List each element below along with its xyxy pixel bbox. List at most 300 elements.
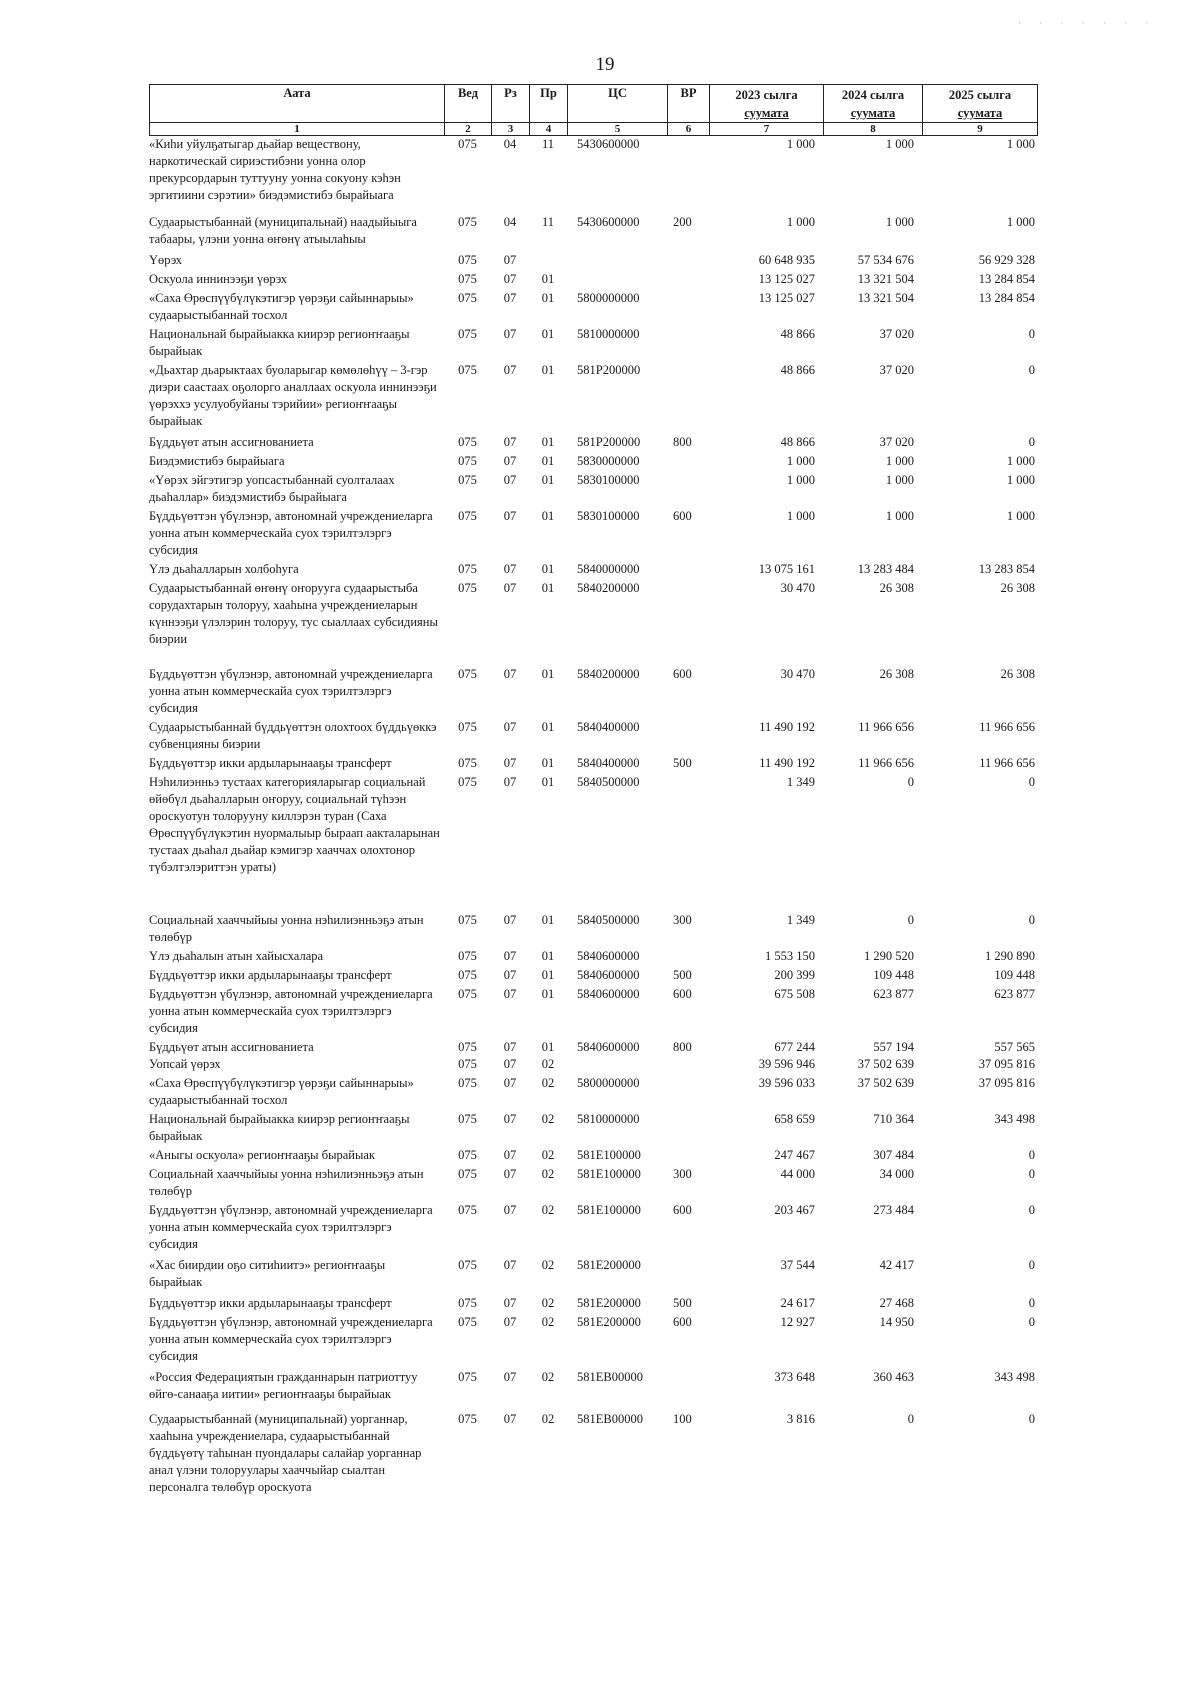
- row-value-2025: 37 095 816: [978, 1076, 1035, 1090]
- row-name: Судаарыстыбаннай (муниципальнай) уорганнар, хааһына учреждениелара, судаарыстыбаннай бүддьүөтү таһынан пуондалары салайар уорганнар анал үлэни толоруулары хааччыйар сыалтан персоналга төлөбүр ороскуота: [149, 1412, 422, 1494]
- row-vr: 500: [673, 1296, 692, 1310]
- row-value-2023: 13 125 027: [758, 272, 815, 286]
- row-rz: 07: [503, 363, 517, 377]
- row-value-2023: 24 617: [780, 1296, 815, 1310]
- row-pr: 01: [541, 968, 555, 982]
- row-value-2024: 13 321 504: [857, 291, 914, 305]
- table-row: [149, 912, 1037, 946]
- row-value-2024: 0: [907, 1412, 914, 1426]
- row-value-2025: 0: [1028, 913, 1035, 927]
- row-value-2024: 1 000: [885, 215, 914, 229]
- row-value-2023: 658 659: [774, 1112, 815, 1126]
- row-rz: 07: [503, 435, 517, 449]
- row-ved: 075: [458, 215, 477, 229]
- row-cs: [567, 271, 667, 288]
- row-value-2023: 13 125 027: [758, 291, 815, 305]
- row-pr: 01: [541, 291, 555, 305]
- row-cs: 5830000000: [577, 454, 640, 468]
- row-value-2024: 1 290 520: [864, 949, 914, 963]
- table-row: [149, 1056, 1037, 1073]
- row-value-2023: 13 075 161: [758, 562, 815, 576]
- row-pr: 01: [541, 562, 555, 576]
- col-header-cs: ЦС: [568, 85, 668, 123]
- row-rz: 07: [503, 913, 517, 927]
- row-name: Национальнай бырайыакка киирэр региоҥҥааҕы бырайыак: [149, 327, 410, 358]
- table-row: [149, 326, 1037, 360]
- row-ved: 075: [458, 987, 477, 1001]
- row-pr: 01: [541, 667, 555, 681]
- row-cs: [567, 252, 667, 269]
- row-name: Социальнай хааччыйыы уонна нэһилиэнньэҕэ атын төлөбүр: [149, 913, 424, 944]
- row-cs: 5430600000: [577, 215, 640, 229]
- table-row: [149, 1166, 1037, 1200]
- row-vr: [667, 719, 709, 753]
- table-row: [149, 1314, 1037, 1365]
- row-value-2025: 0: [1028, 1148, 1035, 1162]
- row-rz: 07: [503, 253, 517, 267]
- row-value-2023: 203 467: [774, 1203, 815, 1217]
- row-rz: 07: [503, 1040, 517, 1054]
- row-value-2024: 11 966 656: [858, 756, 914, 770]
- row-name: Бүддьүөттэн үбүлэнэр, автономнай учреждениеларга уонна атын коммерческайа суох тэрилтэлэргэ субсидия: [149, 1315, 433, 1363]
- year-2025-sub: суумата: [957, 106, 1003, 120]
- year-2025-label: 2025 сылга: [948, 88, 1012, 102]
- row-rz: 07: [503, 1258, 517, 1272]
- row-value-2025: 13 283 854: [978, 562, 1035, 576]
- row-value-2024: 34 000: [879, 1167, 914, 1181]
- year-2024-label: 2024 сылга: [841, 88, 905, 102]
- table-row: [149, 986, 1037, 1037]
- row-cs: [567, 1056, 667, 1073]
- row-value-2023: 30 470: [780, 581, 815, 595]
- row-name: Үөрэх: [149, 253, 182, 267]
- row-ved: 075: [458, 1258, 477, 1272]
- row-pr: 01: [541, 509, 555, 523]
- row-vr: [667, 271, 709, 288]
- row-pr: 02: [541, 1315, 555, 1329]
- table-row: [149, 1257, 1037, 1291]
- col-number-8: 8: [824, 123, 923, 136]
- col-number-7: 7: [710, 123, 824, 136]
- row-value-2024: 273 484: [873, 1203, 914, 1217]
- row-vr: [667, 1369, 709, 1403]
- row-ved: 075: [458, 435, 477, 449]
- row-vr: 800: [673, 1040, 692, 1054]
- table-row: [149, 1411, 1037, 1496]
- row-ved: 075: [458, 137, 477, 151]
- col-header-2024: [824, 85, 923, 123]
- table-row: [149, 271, 1037, 288]
- col-number-3: 3: [492, 123, 530, 136]
- row-name: Бүддьүөт атын ассигнованиета: [149, 1040, 314, 1054]
- table-row: [149, 252, 1037, 269]
- row-cs: 5830100000: [577, 509, 640, 523]
- row-value-2024: 37 020: [879, 363, 914, 377]
- row-value-2023: 37 544: [780, 1258, 815, 1272]
- row-value-2023: 677 244: [774, 1040, 815, 1054]
- row-name: Судаарыстыбаннай бүддьүөттэн олохтоох бүддьүөккэ субвенцияны биэрии: [149, 720, 437, 751]
- row-value-2025: 37 095 816: [978, 1057, 1035, 1071]
- row-vr: [667, 362, 709, 430]
- row-value-2023: 48 866: [780, 327, 815, 341]
- row-value-2024: 13 283 484: [857, 562, 914, 576]
- row-rz: 07: [503, 667, 517, 681]
- row-value-2024: 0: [907, 913, 914, 927]
- row-rz: 07: [503, 1148, 517, 1162]
- row-value-2023: 39 596 033: [758, 1076, 815, 1090]
- row-name: Бүддьүөттэр икки ардыларынааҕы трансферт: [149, 756, 392, 770]
- row-pr: 01: [541, 454, 555, 468]
- row-value-2024: 623 877: [873, 987, 914, 1001]
- row-vr: [667, 948, 709, 965]
- row-pr: [529, 252, 567, 269]
- row-cs: 5840600000: [577, 949, 640, 963]
- row-vr: [667, 1111, 709, 1145]
- col-number-5: 5: [568, 123, 668, 136]
- row-ved: 075: [458, 949, 477, 963]
- row-cs: 581E100000: [577, 1148, 641, 1162]
- row-rz: 07: [503, 1412, 517, 1426]
- row-value-2025: 0: [1028, 1203, 1035, 1217]
- row-value-2023: 1 000: [786, 137, 815, 151]
- row-vr: 500: [673, 756, 692, 770]
- row-name: «Дьахтар дьарыктаах буоларыгар көмөлөһүү – 3-гэр диэри саастаах оҕолорго аналлаах оскуола иннинээҕи үөрэххэ усулуобуйаны тэрийии» региоҥҥааҕы бырайыак: [149, 363, 437, 428]
- row-pr: 02: [541, 1412, 555, 1426]
- row-value-2025: 13 284 854: [978, 272, 1035, 286]
- row-vr: 600: [673, 1315, 692, 1329]
- row-name: Бүддьүөттэр икки ардыларынааҕы трансферт: [149, 968, 392, 982]
- row-cs: 5800000000: [577, 1076, 640, 1090]
- row-value-2023: 44 000: [780, 1167, 815, 1181]
- row-ved: 075: [458, 1412, 477, 1426]
- row-rz: 07: [503, 581, 517, 595]
- row-pr: 02: [541, 1057, 555, 1071]
- table-row: [149, 1147, 1037, 1164]
- row-vr: 100: [673, 1412, 692, 1426]
- row-vr: 200: [673, 215, 692, 229]
- row-name: Судаарыстыбаннай өҥөнү оҥорууга судаарыстыба сорудахтарын толоруу, хааһына учреждениеларын күннээҕи үлэлэрин толоруу, тус сыаллаах субсидияны биэрии: [149, 581, 438, 646]
- row-value-2024: 1 000: [885, 137, 914, 151]
- row-value-2023: 1 000: [786, 454, 815, 468]
- row-ved: 075: [458, 1296, 477, 1310]
- row-pr: 02: [541, 1076, 555, 1090]
- row-pr: 01: [541, 581, 555, 595]
- row-name: «Саха Өрөспүүбүлүкэтигэр үөрэҕи сайыннарыы» судаарыстыбаннай тосхол: [149, 1076, 414, 1107]
- row-value-2025: 343 498: [994, 1370, 1035, 1384]
- row-ved: 075: [458, 291, 477, 305]
- row-rz: 07: [503, 1315, 517, 1329]
- row-vr: [667, 1257, 709, 1291]
- row-ved: 075: [458, 1167, 477, 1181]
- row-cs: 581P200000: [577, 435, 641, 449]
- row-name: Судаарыстыбаннай (муниципальнай) наадыйыыга табаары, үлэни уонна өҥөнү атыылаһыы: [149, 215, 417, 246]
- row-pr: 11: [541, 215, 555, 229]
- year-2023-sub: суумата: [744, 106, 789, 120]
- row-value-2025: 1 000: [1006, 473, 1035, 487]
- col-number-4: 4: [530, 123, 568, 136]
- row-cs: 581E200000: [577, 1296, 641, 1310]
- table-row: [149, 948, 1037, 965]
- row-ved: 075: [458, 1076, 477, 1090]
- row-value-2024: 37 502 639: [857, 1057, 914, 1071]
- table-row: [149, 214, 1037, 248]
- row-cs: 581P200000: [577, 363, 641, 377]
- row-pr: 02: [541, 1370, 555, 1384]
- row-vr: 300: [673, 1167, 692, 1181]
- row-ved: 075: [458, 1370, 477, 1384]
- row-vr: [667, 774, 709, 876]
- row-cs: 581E100000: [577, 1203, 641, 1217]
- row-cs: 5840500000: [577, 913, 640, 927]
- row-pr: 01: [541, 327, 555, 341]
- row-rz: 07: [503, 1057, 517, 1071]
- row-pr: 01: [541, 435, 555, 449]
- row-name: Биэдэмистибэ бырайыага: [149, 454, 285, 468]
- row-ved: 075: [458, 720, 477, 734]
- row-name: Оскуола иннинээҕи үөрэх: [149, 272, 288, 286]
- col-header-name: Аата: [150, 85, 445, 123]
- row-value-2024: 26 308: [879, 581, 914, 595]
- row-ved: 075: [458, 253, 477, 267]
- row-rz: 07: [503, 1167, 517, 1181]
- row-ved: 075: [458, 562, 477, 576]
- row-vr: 600: [673, 509, 692, 523]
- row-pr: 11: [541, 137, 555, 151]
- row-name: Бүддьүөттэр икки ардыларынааҕы трансферт: [149, 1296, 392, 1310]
- row-value-2025: 0: [1028, 1167, 1035, 1181]
- row-rz: 07: [503, 1112, 517, 1126]
- row-rz: 07: [503, 720, 517, 734]
- row-name: «Үөрэх эйгэтигэр уопсастыбаннай суолталаах дьаһаллар» биэдэмистибэ бырайыага: [149, 473, 395, 504]
- table-row: [149, 561, 1037, 578]
- row-cs: 581E200000: [577, 1315, 641, 1329]
- row-vr: [667, 252, 709, 269]
- row-ved: 075: [458, 1315, 477, 1329]
- row-value-2024: 42 417: [879, 1258, 914, 1272]
- table-row: [149, 1369, 1037, 1403]
- row-vr: [667, 1056, 709, 1073]
- row-rz: 07: [503, 1370, 517, 1384]
- row-cs: 581E200000: [577, 1258, 641, 1272]
- row-name: «Саха Өрөспүүбүлүкэтигэр үөрэҕи сайыннарыы» судаарыстыбаннай тосхол: [149, 291, 414, 322]
- row-cs: 5840500000: [577, 775, 640, 789]
- row-name: Социальнай хааччыйыы уонна нэһилиэнньэҕэ атын төлөбүр: [149, 1167, 424, 1198]
- budget-table-header: [149, 84, 1038, 136]
- row-vr: [667, 472, 709, 506]
- year-2024-sub: суумата: [850, 106, 896, 120]
- budget-table-body: [149, 136, 1037, 1496]
- row-value-2025: 0: [1028, 1315, 1035, 1329]
- row-value-2023: 1 553 150: [765, 949, 815, 963]
- row-ved: 075: [458, 327, 477, 341]
- col-number-6: 6: [668, 123, 710, 136]
- row-cs: 581EB00000: [577, 1412, 643, 1426]
- year-2023-label: 2023 сылга: [735, 88, 798, 102]
- row-vr: 500: [673, 968, 692, 982]
- row-pr: 01: [541, 363, 555, 377]
- row-rz: 07: [503, 327, 517, 341]
- row-pr: 01: [541, 473, 555, 487]
- row-ved: 075: [458, 1148, 477, 1162]
- row-cs: 581EB00000: [577, 1370, 643, 1384]
- row-vr: [667, 326, 709, 360]
- row-value-2024: 27 468: [879, 1296, 914, 1310]
- table-row: [149, 453, 1037, 470]
- row-vr: [667, 1147, 709, 1164]
- row-rz: 07: [503, 1203, 517, 1217]
- row-value-2024: 557 194: [873, 1040, 914, 1054]
- row-value-2025: 1 290 890: [985, 949, 1035, 963]
- row-name: Үлэ дьаһалын атын хайысхалара: [149, 949, 324, 963]
- row-name: «Аныгы оскуола» региоҥҥааҕы бырайыак: [149, 1148, 375, 1162]
- row-value-2024: 360 463: [873, 1370, 914, 1384]
- row-value-2025: 1 000: [1006, 215, 1035, 229]
- row-rz: 07: [503, 775, 517, 789]
- row-rz: 04: [503, 137, 517, 151]
- row-cs: 5840600000: [577, 987, 640, 1001]
- row-cs: 5830100000: [577, 473, 640, 487]
- row-name: Бүддьүөттэн үбүлэнэр, автономнай учреждениеларга уонна атын коммерческайа суох тэрилтэлэргэ субсидия: [149, 987, 433, 1035]
- row-ved: 075: [458, 473, 477, 487]
- row-cs: 5810000000: [577, 327, 640, 341]
- row-rz: 07: [503, 562, 517, 576]
- row-vr: 600: [673, 1203, 692, 1217]
- row-value-2025: 109 448: [994, 968, 1035, 982]
- row-value-2024: 307 484: [873, 1148, 914, 1162]
- row-cs: 581E100000: [577, 1167, 641, 1181]
- row-rz: 07: [503, 1076, 517, 1090]
- row-pr: 01: [541, 987, 555, 1001]
- row-value-2023: 1 000: [786, 215, 815, 229]
- row-value-2023: 3 816: [786, 1412, 815, 1426]
- row-vr: 300: [673, 913, 692, 927]
- row-vr: [667, 561, 709, 578]
- row-value-2025: 0: [1028, 363, 1035, 377]
- row-value-2023: 200 399: [774, 968, 815, 982]
- row-ved: 075: [458, 775, 477, 789]
- table-row: [149, 1111, 1037, 1145]
- row-vr: [667, 580, 709, 648]
- row-value-2024: 37 502 639: [857, 1076, 914, 1090]
- table-row: [149, 472, 1037, 506]
- row-pr: 02: [541, 1167, 555, 1181]
- row-pr: 02: [541, 1258, 555, 1272]
- row-pr: 01: [541, 949, 555, 963]
- row-vr: [667, 290, 709, 324]
- row-pr: 01: [541, 775, 555, 789]
- row-value-2023: 1 000: [786, 473, 815, 487]
- table-row: [149, 290, 1037, 324]
- row-value-2023: 48 866: [780, 363, 815, 377]
- row-ved: 075: [458, 667, 477, 681]
- row-value-2024: 37 020: [879, 327, 914, 341]
- col-number-2: 2: [445, 123, 492, 136]
- row-rz: 07: [503, 454, 517, 468]
- row-value-2025: 56 929 328: [978, 253, 1035, 267]
- row-value-2023: 48 866: [780, 435, 815, 449]
- row-name: Уопсай үөрэх: [149, 1057, 221, 1071]
- row-ved: 075: [458, 913, 477, 927]
- row-value-2024: 57 534 676: [857, 253, 914, 267]
- row-rz: 07: [503, 1296, 517, 1310]
- row-name: Бүддьүөттэн үбүлэнэр, автономнай учреждениеларга уонна атын коммерческайа суох тэрилтэлэргэ субсидия: [149, 667, 433, 715]
- row-value-2023: 60 648 935: [758, 253, 815, 267]
- row-value-2023: 1 000: [786, 509, 815, 523]
- row-pr: 01: [541, 1040, 555, 1054]
- row-cs: 5430600000: [577, 137, 640, 151]
- row-value-2025: 343 498: [994, 1112, 1035, 1126]
- row-value-2024: 1 000: [885, 509, 914, 523]
- row-ved: 075: [458, 1203, 477, 1217]
- row-value-2025: 0: [1028, 1258, 1035, 1272]
- row-rz: 07: [503, 968, 517, 982]
- row-cs: 5810000000: [577, 1112, 640, 1126]
- row-ved: 075: [458, 454, 477, 468]
- row-value-2025: 0: [1028, 1412, 1035, 1426]
- row-cs: 5840400000: [577, 756, 640, 770]
- row-vr: [667, 1075, 709, 1109]
- row-value-2023: 11 490 192: [759, 720, 815, 734]
- row-value-2024: 11 966 656: [858, 720, 914, 734]
- row-ved: 075: [458, 363, 477, 377]
- row-rz: 07: [503, 509, 517, 523]
- row-name: Нэһилиэнньэ тустаах категорияларыгар социальнай өйөбүл дьаһалларын оҥоруу, социальнай түһээн ороскуотун толорууну киллэрэн туран (Саха Өрөспүүбүлүкэтин нуормалыыр быраап аакталарынан тустаах дьаһал дьайар кэмигэр хааччах олохтонор түбэлтэлэриттэн ураты): [149, 775, 440, 874]
- row-rz: 07: [503, 291, 517, 305]
- table-row: [149, 362, 1037, 430]
- row-value-2025: 0: [1028, 775, 1035, 789]
- row-value-2023: 1 349: [786, 775, 815, 789]
- row-value-2024: 26 308: [879, 667, 914, 681]
- row-value-2024: 37 020: [879, 435, 914, 449]
- row-value-2023: 12 927: [780, 1315, 815, 1329]
- row-ved: 075: [458, 272, 477, 286]
- table-row: [149, 666, 1037, 717]
- row-value-2023: 30 470: [780, 667, 815, 681]
- row-vr: 600: [673, 667, 692, 681]
- row-pr: 02: [541, 1112, 555, 1126]
- row-rz: 07: [503, 272, 517, 286]
- row-value-2023: 1 349: [786, 913, 815, 927]
- row-value-2025: 0: [1028, 1296, 1035, 1310]
- row-value-2025: 1 000: [1006, 137, 1035, 151]
- row-rz: 07: [503, 987, 517, 1001]
- row-pr: 02: [541, 1296, 555, 1310]
- row-name: Бүддьүөттэн үбүлэнэр, автономнай учреждениеларга уонна атын коммерческайа суох тэрилтэлэргэ субсидия: [149, 1203, 433, 1251]
- row-value-2025: 11 966 656: [979, 720, 1035, 734]
- table-row: [149, 580, 1037, 648]
- row-pr: 01: [541, 720, 555, 734]
- row-vr: 600: [673, 987, 692, 1001]
- table-row: [149, 1202, 1037, 1253]
- scan-specks: · · · · · · ·: [1018, 18, 1157, 28]
- row-pr: 01: [541, 756, 555, 770]
- row-pr: 01: [541, 913, 555, 927]
- row-ved: 075: [458, 581, 477, 595]
- table-row: [149, 719, 1037, 753]
- row-value-2024: 1 000: [885, 473, 914, 487]
- row-name: «Россия Федерациятын гражданнарын патриоттуу өйгө-санааҕа иитии» региоҥҥааҕы бырайыак: [149, 1370, 418, 1401]
- col-header-pr: Пр: [530, 85, 568, 123]
- row-cs: 5840000000: [577, 562, 640, 576]
- table-row: [149, 508, 1037, 559]
- row-value-2025: 11 966 656: [979, 756, 1035, 770]
- row-value-2025: 1 000: [1006, 454, 1035, 468]
- row-cs: 5840200000: [577, 581, 640, 595]
- row-name: «Хас биирдии оҕо ситиһиитэ» региоҥҥааҕы бырайыак: [149, 1258, 386, 1289]
- row-cs: 5800000000: [577, 291, 640, 305]
- col-header-vr: ВР: [668, 85, 710, 123]
- row-value-2025: 623 877: [994, 987, 1035, 1001]
